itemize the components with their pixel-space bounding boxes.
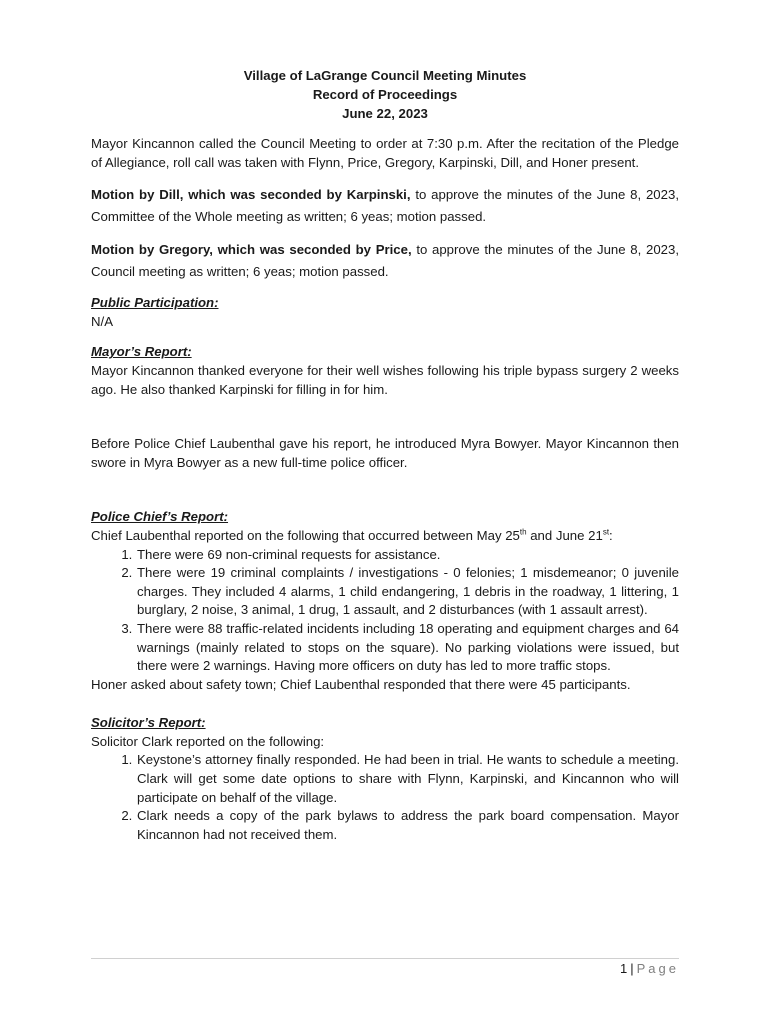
public-participation-section <box>91 294 679 331</box>
footer-divider <box>91 958 679 959</box>
public-participation-text: N/A <box>91 313 113 329</box>
title-date: June 22, 2023 <box>342 106 428 121</box>
motion-2 <box>91 239 679 283</box>
list-item: 2. There were 19 criminal complaints / investigations - 0 felonies; 1 misdemeanor; 0 juvenile charges. They included 4 alarms, 1 child endangering, 1 debris in the roadway, 1 littering, 1 burglary, 2 noise, 3 animal, 1 drug, 1 assault, and 2 disturbances (with 1 assault arrest). <box>136 564 679 620</box>
intro-paragraph: Mayor Kincannon called the Council Meeting to order at 7:30 p.m. After the recitation of the Pledge of Allegiance, roll call was taken with Flynn, Price, Gregory, Karpinski, Dill, and Honer present. <box>91 136 679 170</box>
document-title <box>91 66 679 123</box>
police-report-intro <box>91 527 679 546</box>
list-item: 1. Keystone’s attorney finally responded. He had been in trial. He wants to schedule a meeting. Clark will get some date options to share with Flynn, Karpinski, and Kincannon who will participate on behalf of the village. <box>136 751 679 807</box>
motion-2-text: to approve the minutes of the June 8, 2023, Council meeting as written; 6 yeas; motion passed. <box>91 242 679 280</box>
motion-1 <box>91 184 679 228</box>
public-participation-heading: Public Participation: <box>91 295 219 311</box>
police-report-closing: Honer asked about safety town; Chief Laubenthal responded that there were 45 participants. <box>91 676 631 692</box>
mayor-report-text: Mayor Kincannon thanked everyone for their well wishes following his triple bypass surgery 2 weeks ago. He also thanked Karpinski for filling in for him. <box>91 362 679 397</box>
list-item: 3. There were 88 traffic-related incidents including 18 operating and equipment charges and 64 warnings (mainly related to stops on the square). No parking violations were issued, but there were 2 warnings. Having more officers on duty has led to more traffic stops. <box>136 620 679 676</box>
page-number: 1 <box>620 961 628 976</box>
solicitor-report-list <box>91 751 679 844</box>
list-item: 1. There were 69 non-criminal requests for assistance. <box>136 546 679 565</box>
solicitor-report-section <box>91 714 679 844</box>
page-label: Page <box>636 961 679 976</box>
mayor-report-section <box>91 343 679 508</box>
page-footer <box>620 961 679 976</box>
mayor-report-text-2: Before Police Chief Laubenthal gave his report, he introduced Myra Bowyer. Mayor Kincannon then swore in Myra Bowyer as a new full-time police officer. <box>91 436 679 470</box>
title-line-1: Village of LaGrange Council Meeting Minutes <box>243 68 527 83</box>
police-report-section <box>91 508 679 694</box>
motion-1-text: to approve the minutes of the June 8, 2023, Committee of the Whole meeting as written; 6 yeas; motion passed. <box>91 187 679 225</box>
mayor-report-heading: Mayor’s Report: <box>91 344 192 360</box>
police-intro-part-2: and June 21 <box>526 527 603 543</box>
police-intro-part-1: Chief Laubenthal reported on the following that occurred between May 25 <box>91 527 520 543</box>
police-intro-part-3: : <box>609 527 613 543</box>
list-item: 2. Clark needs a copy of the park bylaws to address the park board compensation. Mayor Kincannon had not received them. <box>136 807 679 844</box>
police-intro-sup-2: st <box>602 527 610 537</box>
police-intro-sup-1: th <box>519 527 527 537</box>
motion-2-mover: Motion by Gregory, which was seconded by Price, <box>91 242 412 258</box>
footer-separator: | <box>630 961 634 976</box>
motion-1-mover: Motion by Dill, which was seconded by Karpinski, <box>91 187 411 203</box>
document-page <box>91 66 679 856</box>
title-line-2: Record of Proceedings <box>312 87 458 102</box>
solicitor-report-heading: Solicitor’s Report: <box>91 715 206 731</box>
solicitor-report-intro: Solicitor Clark reported on the following: <box>91 733 325 749</box>
police-report-heading: Police Chief’s Report: <box>91 509 229 525</box>
police-report-list <box>91 546 679 676</box>
